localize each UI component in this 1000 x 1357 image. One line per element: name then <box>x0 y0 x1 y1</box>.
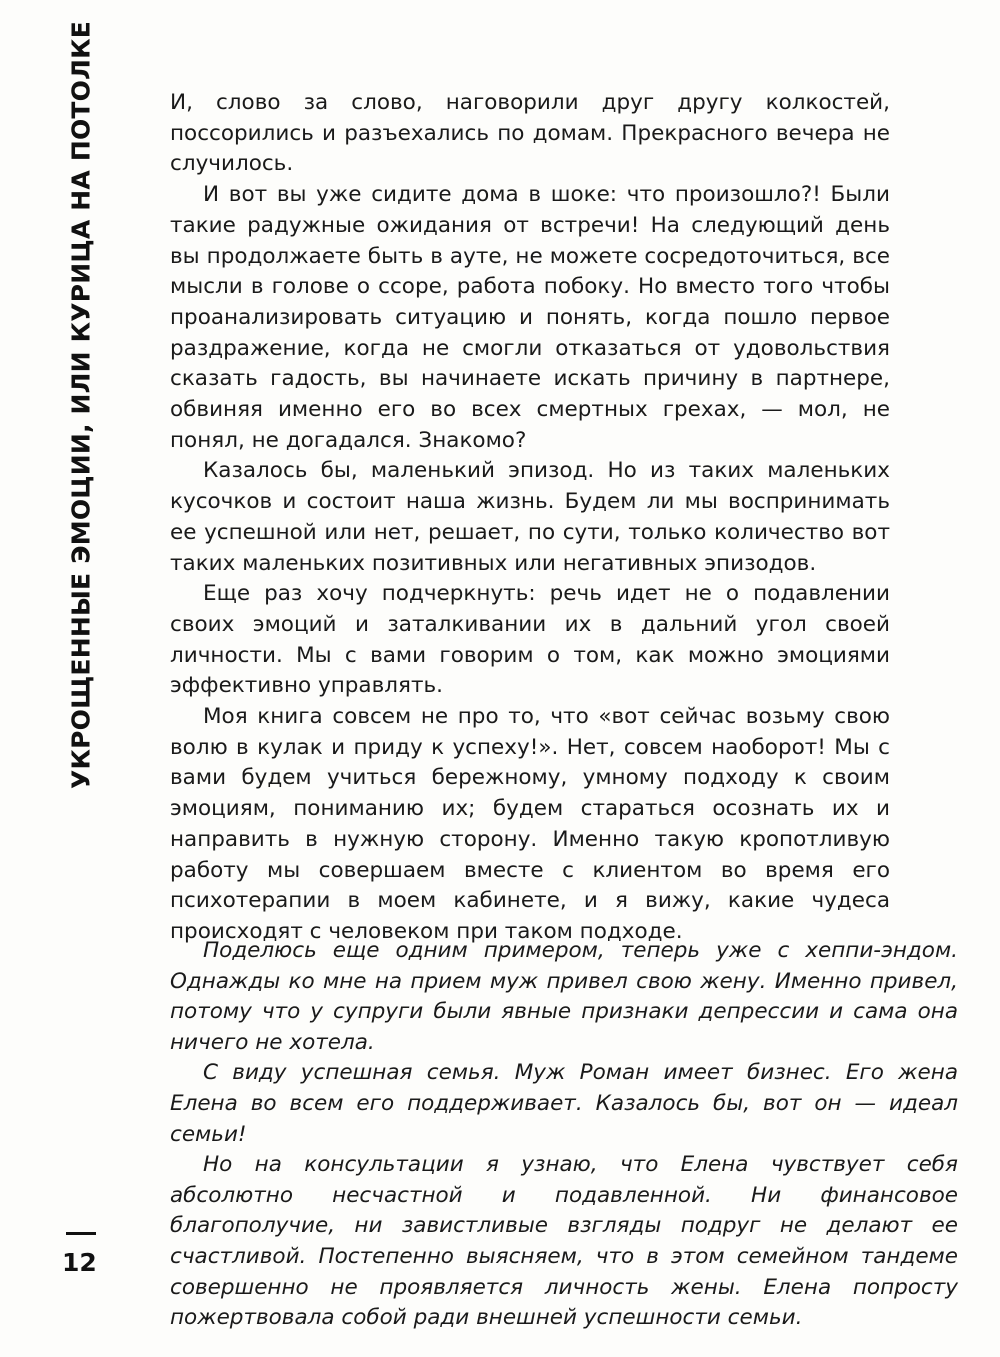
folio-rule <box>66 1232 96 1235</box>
paragraph: И вот вы уже сидите дома в шоке: что произошло?! Были такие радужные ожидания от встречи! На следующий день вы продолжаете быть в ауте, не можете сосредоточиться, все мысли в голове о ссоре, работа побоку. Но вместо того чтобы проанализировать ситуацию и понять, когда пошло первое раздражение, когда не смогли отказаться от удовольствия сказать гадость, вы начинаете искать причину в партнере, обвиняя именно его во всех смертных грехах, — мол, не понял, не догадался. Знакомо? <box>170 182 890 453</box>
running-head <box>60 21 102 789</box>
case-paragraph: Но на консультации я узнаю, что Елена чувствует себя абсолютно несчастной и подавленной. Ни финансовое благополучие, ни завистливые взгляды подруг не делают ее счастливой. Постепенно выясняем, что в этом семейном тандеме совершенно не проявляется личность жены. Елена попросту пожертвовала собой ради внешней успешности семьи. <box>170 1152 958 1331</box>
paragraph: Еще раз хочу подчеркнуть: речь идет не о подавлении своих эмоций и заталкивании их в дальний угол своей личности. Мы с вами говорим о том, как можно эмоциями эффективно управлять. <box>170 581 890 699</box>
page-number: 12 <box>62 1248 97 1277</box>
case-example <box>170 936 958 1334</box>
case-paragraph: С виду успешная семья. Муж Роман имеет бизнес. Его жена Елена во всем его поддерживает. Казалось бы, вот он — идеал семьи! <box>170 1060 958 1147</box>
paragraph: Казалось бы, маленький эпизод. Но из таких маленьких кусочков и состоит наша жизнь. Будем ли мы воспринимать ее успешной или нет, решает, по сути, только количество вот таких маленьких позитивных или негативных эпизодов. <box>170 458 890 576</box>
paragraph: Моя книга совсем не про то, что «вот сейчас возьму свою волю в кулак и приду к успеху!». Нет, совсем наоборот! Мы с вами будем учиться бережному, умному подходу к своим эмоциям, пониманию их; будем стараться осознать их и направить в нужную сторону. Именно такую кропотливую работу мы совершаем вместе с клиентом во время его психотерапии в моем кабинете, и я вижу, какие чудеса происходят с человеком при таком подходе. <box>170 704 890 944</box>
body-text <box>170 88 890 948</box>
running-head-title: УКРОЩЕННЫЕ ЭМОЦИИ, ИЛИ КУРИЦА НА ПОТОЛКЕ <box>66 21 96 789</box>
case-paragraph: Поделюсь еще одним примером, теперь уже с хеппи-эндом. Однажды ко мне на прием муж привел свою жену. Именно привел, потому что у супруги были явные признаки депрессии и сама она ничего не хотела. <box>170 938 958 1055</box>
paragraph: И, слово за слово, наговорили друг другу колкостей, поссорились и разъехались по домам. Прекрасного вечера не случилось. <box>170 90 890 177</box>
